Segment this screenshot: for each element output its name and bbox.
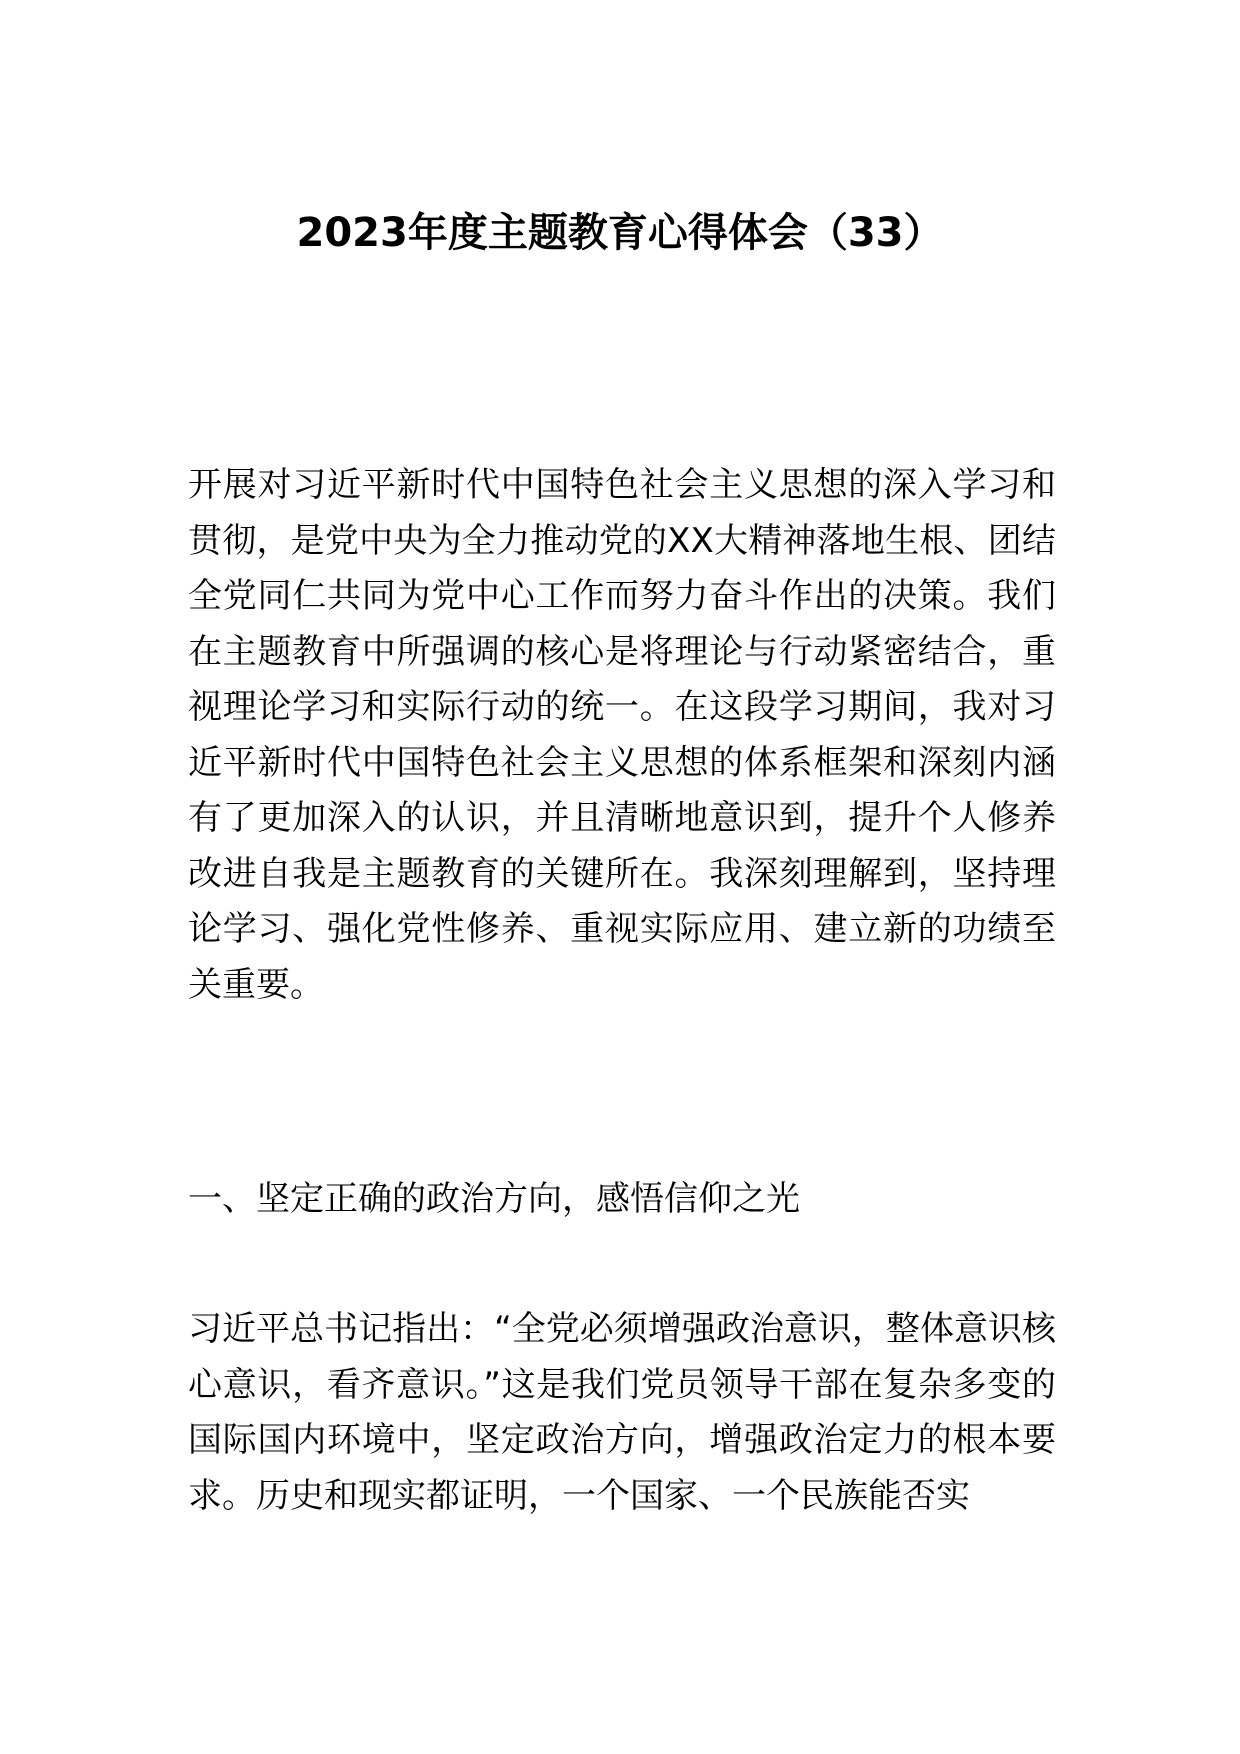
intro-paragraph: 开展对习近平新时代中国特色社会主义思想的深入学习和贯彻，是党中央为全力推动党的XX大精神落地生根、团结全党同仁共同为党中心工作而努力奋斗作出的决策。我们在主题教育中所强调的核心是将理论与行动紧密结合，重视理论学习和实际行动的统一。在这段学习期间，我对习近平新时代中国特色社会主义思想的体系框架和深刻内涵有了更加深入的认识，并且清晰地意识到，提升个人修养改进自我是主题教育的关键所在。我深刻理解到，坚持理论学习、强化党性修养、重视实际应用、建立新的功绩至关重要。 (188, 465, 1056, 1005)
body-paragraph: 习近平总书记指出：“全党必须增强政治意识，整体意识核心意识，看齐意识。”这是我们党员领导干部在复杂多变的国际国内环境中，坚定政治方向，增强政治定力的根本要求。历史和现实都证明，一个国家、一个民族能否实 (188, 1309, 1056, 1516)
section-heading: 一、坚定正确的政治方向，感悟信仰之光 (188, 1179, 800, 1219)
document-title: 2023年度主题教育心得体会（33） (296, 210, 944, 256)
